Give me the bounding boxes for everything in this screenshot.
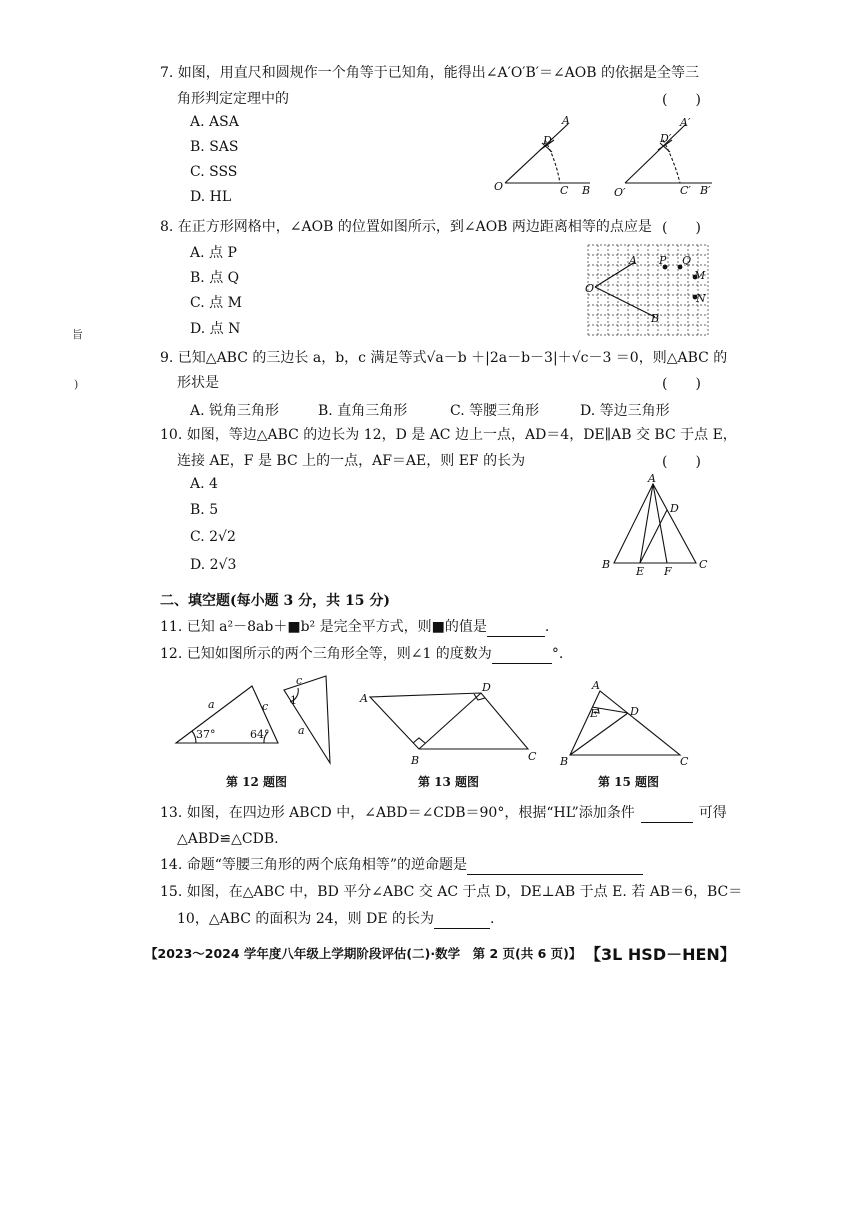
paper-code: 【3L HSD－HEN】 (585, 945, 736, 964)
q14-stem (160, 855, 643, 875)
fig12-label-a2: a (298, 724, 305, 737)
fig15-label-b: B (560, 755, 569, 768)
q10-option-a: A. 4 (190, 476, 218, 492)
q11-answer-blank[interactable] (487, 636, 545, 637)
q9-stem-line1: 9. 已知△ABC 的三边长 a，b，c 满足等式√a－b ＋|2a－b－3|＋√c－3 ＝0，则△ABC 的 (160, 350, 728, 366)
margin-mark: ) (74, 378, 79, 391)
q8-option-c: C. 点 M (190, 295, 242, 311)
q12-stem (160, 644, 563, 664)
fig12-angle-64: 64° (250, 728, 270, 741)
q11-stem (160, 617, 549, 637)
q7-answer-paren: ( ) (662, 92, 701, 108)
q14-text: 14. 命题“等腰三角形的两个底角相等”的逆命题是 (160, 857, 468, 873)
q15-end: . (490, 911, 495, 927)
q10-option-d: D. 2√3 (190, 557, 237, 573)
fig15-label-d: D (630, 705, 639, 718)
q7-figure (490, 110, 720, 205)
q8-option-d: D. 点 N (190, 321, 241, 337)
q8-answer-paren: ( ) (662, 220, 701, 236)
fig13 (356, 680, 546, 770)
fig15 (556, 675, 696, 770)
q10-answer-paren: ( ) (662, 454, 701, 470)
q7-label-c: C (560, 184, 569, 197)
q7-stem-line2: 角形判定定理中的 (177, 91, 289, 107)
fig15-label-c: C (680, 755, 689, 768)
fig15-label-e: E (590, 707, 599, 720)
q10-option-c: C. 2√2 (190, 529, 236, 545)
q13-stem-line1 (160, 803, 727, 823)
q7-label-o2: O′ (614, 186, 626, 199)
q10-label-f: F (664, 565, 672, 577)
q7-stem-line1: 7. 如图，用直尺和圆规作一个角等于已知角，能得出∠A′O′B′＝∠AOB 的依据是全等三 (160, 65, 700, 81)
q12-end: °. (551, 646, 564, 662)
fig15-label-a: A (592, 679, 600, 692)
fig12-caption: 第 12 题图 (226, 775, 288, 789)
q11-end: . (544, 619, 550, 635)
q10-stem-line1: 10. 如图，等边△ABC 的边长为 12，D 是 AC 边上一点，AD＝4，DE∥AB 交 BC 于点 E， (160, 427, 737, 443)
q7-label-o: O (494, 180, 504, 193)
q9-stem-line2: 形状是 (177, 375, 219, 391)
q8-option-a: A. 点 P (190, 245, 237, 261)
q7-label-a: A (562, 114, 570, 127)
q8-label-n: N (696, 292, 706, 305)
q9-answer-paren: ( ) (662, 376, 701, 392)
q15-text: 10，△ABC 的面积为 24，则 DE 的长为 (177, 911, 435, 927)
q10-label-d: D (670, 502, 679, 515)
section-2-heading: 二、填空题(每小题 3 分，共 15 分) (160, 593, 390, 609)
q7-option-d: D. HL (190, 189, 232, 205)
page-footer: 【2023～2024 学年度八年级上学期阶段评估(二)·数学 第 2 页(共 6 页)】 (145, 946, 582, 961)
q8-grid-figure (585, 242, 711, 339)
fig13-label-d: D (482, 681, 491, 694)
q8-label-a: A (629, 254, 637, 267)
q8-label-o: O (585, 282, 595, 295)
fig13-caption: 第 13 题图 (418, 775, 480, 789)
q10-figure (596, 472, 716, 577)
fig12-angle-1: 1 (290, 694, 297, 707)
q12-text: 12. 已知如图所示的两个三角形全等，则∠1 的度数为 (160, 646, 492, 662)
fig13-label-b: B (411, 754, 420, 767)
q8-label-q: Q (682, 254, 692, 267)
fig12-angle-37: 37° (196, 728, 216, 741)
q13-text-end: 可得 (698, 805, 727, 821)
q8-option-b: B. 点 Q (190, 270, 240, 286)
q7-label-a2: A′ (680, 116, 691, 129)
q9-option-b: B. 直角三角形 (318, 403, 408, 419)
q8-label-b: B (651, 312, 660, 325)
q9-option-c: C. 等腰三角形 (450, 403, 540, 419)
q9-option-a: A. 锐角三角形 (190, 403, 280, 419)
q10-label-c: C (699, 558, 708, 571)
q11-text: 11. 已知 a²－8ab＋■b² 是完全平方式，则■的值是 (160, 619, 487, 635)
q10-label-a: A (648, 472, 656, 485)
fig12-label-c2: c (296, 674, 303, 687)
q8-label-p: P (659, 254, 667, 267)
q9-option-d: D. 等边三角形 (580, 403, 670, 419)
fig12 (168, 668, 348, 768)
q7-option-c: C. SSS (190, 164, 238, 180)
fig13-label-c: C (528, 750, 537, 763)
q7-option-a: A. ASA (190, 114, 239, 130)
q8-label-m: M (694, 269, 706, 282)
q10-stem-line2: 连接 AE，F 是 BC 上的一点，AF＝AE，则 EF 的长为 (177, 453, 526, 469)
q7-label-c2: C′ (680, 184, 691, 197)
q7-label-d: D (543, 134, 552, 147)
q13-answer-blank[interactable] (641, 822, 693, 823)
q12-answer-blank[interactable] (492, 663, 552, 664)
q7-label-b2: B′ (700, 184, 711, 197)
q15-answer-blank[interactable] (434, 928, 490, 929)
q15-stem-line1: 15. 如图，在△ABC 中，BD 平分∠ABC 交 AC 于点 D，DE⊥AB 于点 E. 若 AB＝6，BC＝ (160, 884, 743, 900)
fig15-caption: 第 15 题图 (598, 775, 660, 789)
q13-stem-line2: △ABD≌△CDB. (177, 831, 279, 847)
q10-option-b: B. 5 (190, 502, 219, 518)
q13-text: 13. 如图，在四边形 ABCD 中，∠ABD＝∠CDB＝90°，根据“HL”添加条件 (160, 805, 635, 821)
q8-stem-line1: 8. 在正方形网格中，∠AOB 的位置如图所示，到∠AOB 两边距离相等的点应是 (160, 219, 652, 235)
q7-label-d2: D′ (660, 132, 672, 145)
q14-answer-blank[interactable] (467, 874, 643, 875)
q7-label-b: B (582, 184, 591, 197)
fig12-label-c: c (262, 700, 269, 713)
q7-option-b: B. SAS (190, 139, 239, 155)
fig13-label-a: A (360, 692, 368, 705)
margin-mark: 旨 (72, 328, 83, 341)
q15-stem-line2 (177, 909, 494, 929)
fig12-label-a: a (208, 698, 215, 711)
q10-label-b: B (602, 558, 611, 571)
q10-label-e: E (636, 565, 645, 577)
